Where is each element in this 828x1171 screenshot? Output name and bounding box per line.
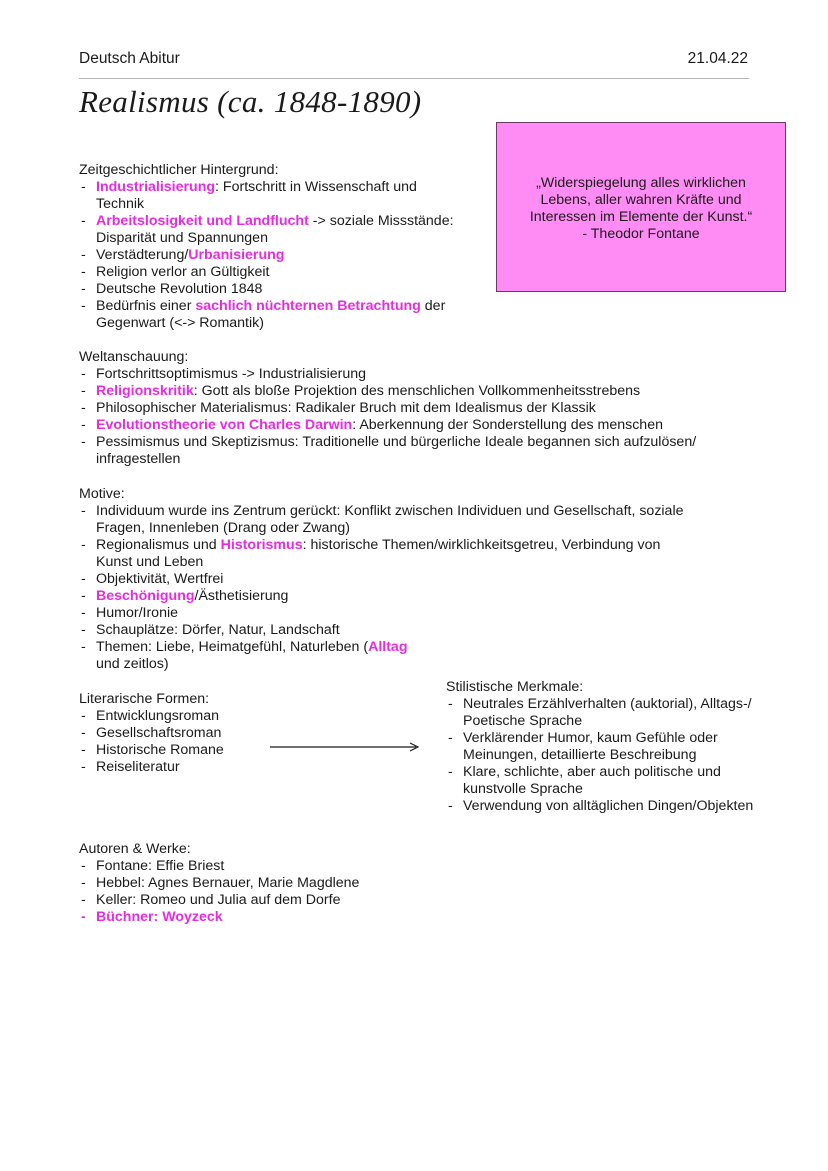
list-item [79, 417, 779, 434]
quote-line: „Widerspiegelung alles wirklichen [536, 175, 746, 191]
list-item [446, 730, 796, 764]
list-item [79, 909, 479, 926]
list-item [79, 742, 279, 759]
header-subject: Deutsch Abitur [79, 50, 180, 67]
highlighted-term: Evolutionstheorie von Charles Darwin [96, 417, 353, 433]
list-item-text: Fortschrittsoptimismus -> Industrialisierung [96, 366, 367, 382]
list-item [79, 622, 779, 639]
section-list [79, 179, 499, 332]
list-item-text: : Aberkennung der Sonderstellung des menschen [352, 417, 663, 433]
list-item-text: Entwicklungsroman [96, 708, 220, 724]
list-item [79, 281, 499, 298]
list-item-text: Philosophischer Materialismus: Radikaler Bruch mit dem Idealismus der Klassik [96, 400, 596, 416]
section-motive [79, 486, 779, 673]
list-item [446, 764, 796, 798]
highlighted-term: Industrialisierung [96, 179, 216, 195]
list-item-text: Verstädterung/ [96, 247, 189, 263]
list-item [79, 605, 779, 622]
list-item-text: Gesellschaftsroman [96, 725, 222, 741]
list-item [79, 179, 499, 213]
list-item [79, 588, 779, 605]
list-item-text: Klare, schlichte, aber auch politische und [463, 764, 721, 780]
list-item-text: Technik [96, 196, 145, 212]
list-item [79, 708, 279, 725]
highlighted-term: sachlich nüchternen Betrachtung [195, 298, 421, 314]
list-item-text: Keller: Romeo und Julia auf dem Dorfe [96, 892, 341, 908]
list-item [79, 434, 779, 468]
list-item [79, 366, 779, 383]
list-item-text: Hebbel: Agnes Bernauer, Marie Magdlene [96, 875, 360, 891]
list-item-text: Pessimismus und Skeptizismus: Traditionelle und bürgerliche Ideale begannen sich aufzulösen/ [96, 434, 697, 450]
list-item [79, 537, 779, 571]
section-hintergrund [79, 162, 499, 332]
list-item-text: : Gott als bloße Projektion des menschlichen Vollkommenheitsstrebens [193, 383, 641, 399]
list-item-text: Fragen, Innenleben (Drang oder Zwang) [96, 520, 350, 536]
list-item-text: Poetische Sprache [463, 713, 583, 729]
list-item-text: Schauplätze: Dörfer, Natur, Landschaft [96, 622, 340, 638]
list-item [79, 875, 479, 892]
right-arrow-icon [270, 740, 422, 754]
section-heading: Stilistische Merkmale: [446, 679, 584, 695]
list-item-text: Fontane: Effie Briest [96, 858, 225, 874]
section-list [79, 366, 779, 468]
list-item-text: Deutsche Revolution 1848 [96, 281, 263, 297]
list-item [79, 639, 779, 673]
section-heading: Motive: [79, 486, 125, 502]
highlighted-term: Historismus [220, 537, 303, 553]
list-item-text: Bedürfnis einer [96, 298, 196, 314]
highlighted-term: Alltag [368, 639, 408, 655]
section-list [79, 708, 279, 776]
list-item [79, 247, 499, 264]
section-heading: Zeitgeschichtlicher Hintergrund: [79, 162, 279, 178]
list-item-text: : Fortschritt in Wissenschaft und [215, 179, 417, 195]
list-item [79, 213, 499, 247]
section-list [79, 503, 779, 673]
header-date: 21.04.22 [687, 50, 748, 67]
list-item-text: /Ästhetisierung [194, 588, 289, 604]
quote-author: - Theodor Fontane [582, 226, 700, 242]
page-title: Realismus (ca. 1848-1890) [79, 84, 422, 119]
quote-box [496, 122, 786, 292]
list-item [79, 858, 479, 875]
highlighted-term: Büchner: Woyzeck [96, 909, 223, 925]
quote-text [530, 175, 752, 243]
list-item-text: Disparität und Spannungen [96, 230, 268, 246]
section-weltanschauung [79, 349, 779, 468]
list-item [79, 264, 499, 281]
list-item-text: Neutrales Erzählverhalten (auktorial), Alltags-/ [463, 696, 752, 712]
section-formen [79, 691, 279, 776]
list-item-text: : historische Themen/wirklichkeitsgetreu, Verbindung von [302, 537, 661, 553]
list-item-text: Religion verlor an Gültigkeit [96, 264, 270, 280]
list-item [79, 400, 779, 417]
list-item [446, 798, 796, 815]
list-item-text: Meinungen, detaillierte Beschreibung [463, 747, 697, 763]
list-item-text: und zeitlos) [96, 656, 169, 672]
list-item-text: Humor/Ironie [96, 605, 179, 621]
list-item-text: Kunst und Leben [96, 554, 204, 570]
list-item-text: kunstvolle Sprache [463, 781, 583, 797]
list-item-text: Verwendung von alltäglichen Dingen/Objekten [463, 798, 754, 814]
quote-line: Interessen im Elemente der Kunst.“ [529, 209, 753, 225]
list-item-text: Gegenwart (<-> Romantik) [96, 315, 264, 331]
section-merkmale [446, 679, 796, 815]
section-autoren [79, 841, 479, 926]
highlighted-term: Religionskritik [96, 383, 194, 399]
list-item [79, 503, 779, 537]
list-item-text: Themen: Liebe, Heimatgefühl, Naturleben ( [96, 639, 369, 655]
list-item-text: infragestellen [96, 451, 181, 467]
list-item [79, 571, 779, 588]
list-item-text: Regionalismus und [96, 537, 221, 553]
list-item [446, 696, 796, 730]
section-heading: Literarische Formen: [79, 691, 210, 707]
section-list [446, 696, 796, 815]
list-item-text: Individuum wurde ins Zentrum gerückt: Konflikt zwischen Individuen und Gesellschaft, soziale [96, 503, 684, 519]
header-divider [79, 78, 749, 79]
list-item [79, 725, 279, 742]
section-heading: Weltanschauung: [79, 349, 189, 365]
list-item-text: Reiseliteratur [96, 759, 180, 775]
list-item [79, 298, 499, 332]
highlighted-term: Beschönigung [96, 588, 195, 604]
section-heading: Autoren & Werke: [79, 841, 191, 857]
list-item-text: -> soziale Missstände: [308, 213, 454, 229]
highlighted-term: Urbanisierung [188, 247, 285, 263]
list-item [79, 383, 779, 400]
list-item-text: Historische Romane [96, 742, 224, 758]
quote-line: Lebens, aller wahren Kräfte und [540, 192, 742, 208]
list-item [79, 892, 479, 909]
highlighted-term: Arbeitslosigkeit und Landflucht [96, 213, 309, 229]
list-item-text: Verklärender Humor, kaum Gefühle oder [463, 730, 718, 746]
list-item [79, 759, 279, 776]
list-item-text: Objektivität, Wertfrei [96, 571, 224, 587]
section-list [79, 858, 479, 926]
list-item-text: der [420, 298, 446, 314]
